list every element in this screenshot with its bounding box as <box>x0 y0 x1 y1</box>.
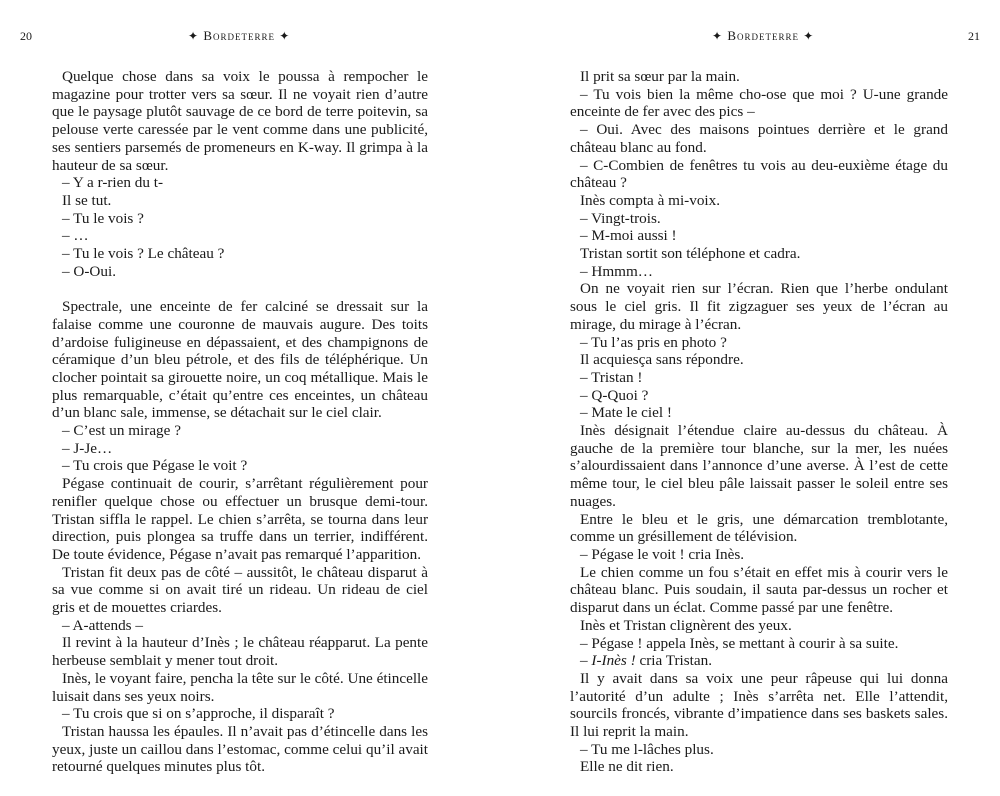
paragraph: Elle ne dit rien. <box>580 758 674 776</box>
star-ornament-icon: ✦ <box>803 29 815 43</box>
body-text-left <box>52 68 428 776</box>
dialogue-line: – Tu crois que si on s’approche, il disparaît ? <box>62 705 335 723</box>
dialogue-tag: cria Tristan. <box>635 652 713 670</box>
paragraph: Quelque chose dans sa voix le poussa à rempocher le magazine pour trotter vers sa sœur. Il ne voyait rien d’autre que le paysage plutôt sauvage de ce bord de terre poitevin, sa pelouse verte caressée par le vent comme dans une publicité, ses sentiers parsemés de promeneurs en K-way. Il grimpa à la hauteur de sa sœur. <box>52 68 428 174</box>
paragraph: Inès et Tristan clignèrent des yeux. <box>580 616 792 634</box>
dialogue-line: – Pégase le voit ! cria Inès. <box>580 545 745 563</box>
page-number-right: 21 <box>968 29 980 43</box>
dialogue-line: – Vingt-trois. <box>580 209 661 227</box>
paragraph: Il prit sa sœur par la main. <box>580 68 740 85</box>
paragraph: Tristan haussa les épaules. Il n’avait pas d’étincelle dans les yeux, juste un caillou dans l’estomac, comme celui qu’il avait retourné quelques minutes plus tôt. <box>52 723 428 776</box>
paragraph: Entre le bleu et le gris, une démarcation tremblotante, comme un grésillement de télévision. <box>570 510 948 546</box>
paragraph: On ne voyait rien sur l’écran. Rien que l’herbe ondulant sous le ciel gris. Il fit zigzaguer ses yeux de l’écran au mirage, du mirage à l’écran. <box>570 280 948 333</box>
paragraph: Inès compta à mi-voix. <box>580 191 721 209</box>
dialogue-line: – Tu le vois ? Le château ? <box>62 245 225 263</box>
paragraph: Le chien comme un fou s’était en effet mis à courir vers le château blanc. Puis soudain, il sauta par-dessus un rocher et disparut dans un éclat. Comme passé par une fenêtre. <box>570 563 948 617</box>
body-text-right <box>570 68 948 776</box>
dialogue-line-italic <box>570 652 948 670</box>
italic-exclamation: I-Inès ! <box>591 652 636 670</box>
dialogue-line: – Q-Quoi ? <box>580 386 649 404</box>
star-ornament-icon: ✦ <box>712 29 724 43</box>
dialogue-line: – A-attends – <box>62 616 143 634</box>
dialogue-line: – C’est un mirage ? <box>62 422 181 440</box>
paragraph: Tristan fit deux pas de côté – aussitôt, le château disparut à sa vue comme si on avait tiré un rideau. Un rideau de ciel gris et de mouettes criardes. <box>52 563 428 617</box>
dialogue-line: – Oui. Avec des maisons pointues derrière et le grand château blanc au fond. <box>570 121 948 156</box>
dialogue-line: – Tristan ! <box>580 368 643 386</box>
page-number-left: 20 <box>20 29 32 43</box>
dialogue-line: – … <box>62 227 89 245</box>
dialogue-line: – C-Combien de fenêtres tu vois au deu-euxième étage du château ? <box>570 156 948 192</box>
paragraph: Il se tut. <box>62 191 112 209</box>
dialogue-line: – O-Oui. <box>62 262 116 280</box>
dialogue-line: – M-moi aussi ! <box>580 227 677 245</box>
running-title: Bordeterre <box>203 28 275 43</box>
dialogue-line: – J-Je… <box>62 439 113 457</box>
running-header-right <box>712 28 814 46</box>
paragraph: Il acquiesça sans répondre. <box>580 351 744 369</box>
dialogue-dash: – <box>580 652 592 670</box>
dialogue-line: – Hmmm… <box>580 262 653 280</box>
dialogue-line: – Tu vois bien la même cho-ose que moi ? U-une grande enceinte de fer avec des pics – <box>570 85 948 121</box>
section-break <box>52 280 428 298</box>
dialogue-line: – Tu crois que Pégase le voit ? <box>62 457 248 475</box>
dialogue-line: – Tu l’as pris en photo ? <box>580 333 727 351</box>
right-page <box>500 0 1000 796</box>
paragraph: Tristan sortit son téléphone et cadra. <box>580 245 801 263</box>
paragraph: Inès, le voyant faire, pencha la tête sur le côté. Une étincelle luisait dans ses yeux noirs. <box>52 669 429 705</box>
paragraph: Il y avait dans sa voix une peur râpeuse qui lui donna l’autorité d’un adulte ; Inès s’arrêta net. Elle l’attendit, sourcils froncés, vibrante d’impatience dans ses baskets sales. Il lui reprit la main. <box>570 669 948 741</box>
dialogue-line: – Mate le ciel ! <box>580 404 672 422</box>
running-title: Bordeterre <box>727 28 799 43</box>
running-header-left <box>188 28 290 46</box>
paragraph: Spectrale, une enceinte de fer calciné se dressait sur la falaise comme une couronne de mauvais augure. Des toits d’ardoise fuligineuse en dépassaient, et des champignons de céramique d’un bleu pétrole, et des fils de téléphérique. Un clocher pointait sa girouette noire, un coq métallique. Mais le plus remarquable, c’était qu’entre ces enceintes, un château d’un blanc sale, immense, se détachait sur le ciel clair. <box>52 298 428 422</box>
paragraph: Inès désignait l’étendue claire au-dessus du château. À gauche de la première tour blanche, sur la mer, les nuées s’alourdissaient dans l’annonce d’une averse. À l’est de cette même tour, le ciel bleu pâle laissait passer le soleil entre ses nuages. <box>570 422 948 510</box>
dialogue-line: – Tu le vois ? <box>62 209 144 227</box>
dialogue-line: – Pégase ! appela Inès, se mettant à courir à sa suite. <box>580 634 899 652</box>
paragraph: Pégase continuait de courir, s’arrêtant régulièrement pour renifler quelque chose ou effectuer un brusque demi-tour. Tristan siffla le rappel. Le chien s’arrêta, se tourna dans leur direction, puis plongea sa truffe dans un terrier, indifférent. De toute évidence, Pégase n’avait pas remarqué l’apparition. <box>52 475 428 563</box>
star-ornament-icon: ✦ <box>279 29 291 43</box>
dialogue-line: – Y a r-rien du t- <box>62 174 164 192</box>
dialogue-line: – Tu me l-lâches plus. <box>580 740 714 758</box>
star-ornament-icon: ✦ <box>188 29 200 43</box>
paragraph: Il revint à la hauteur d’Inès ; le château réapparut. La pente herbeuse semblait y mener tout droit. <box>52 634 428 670</box>
